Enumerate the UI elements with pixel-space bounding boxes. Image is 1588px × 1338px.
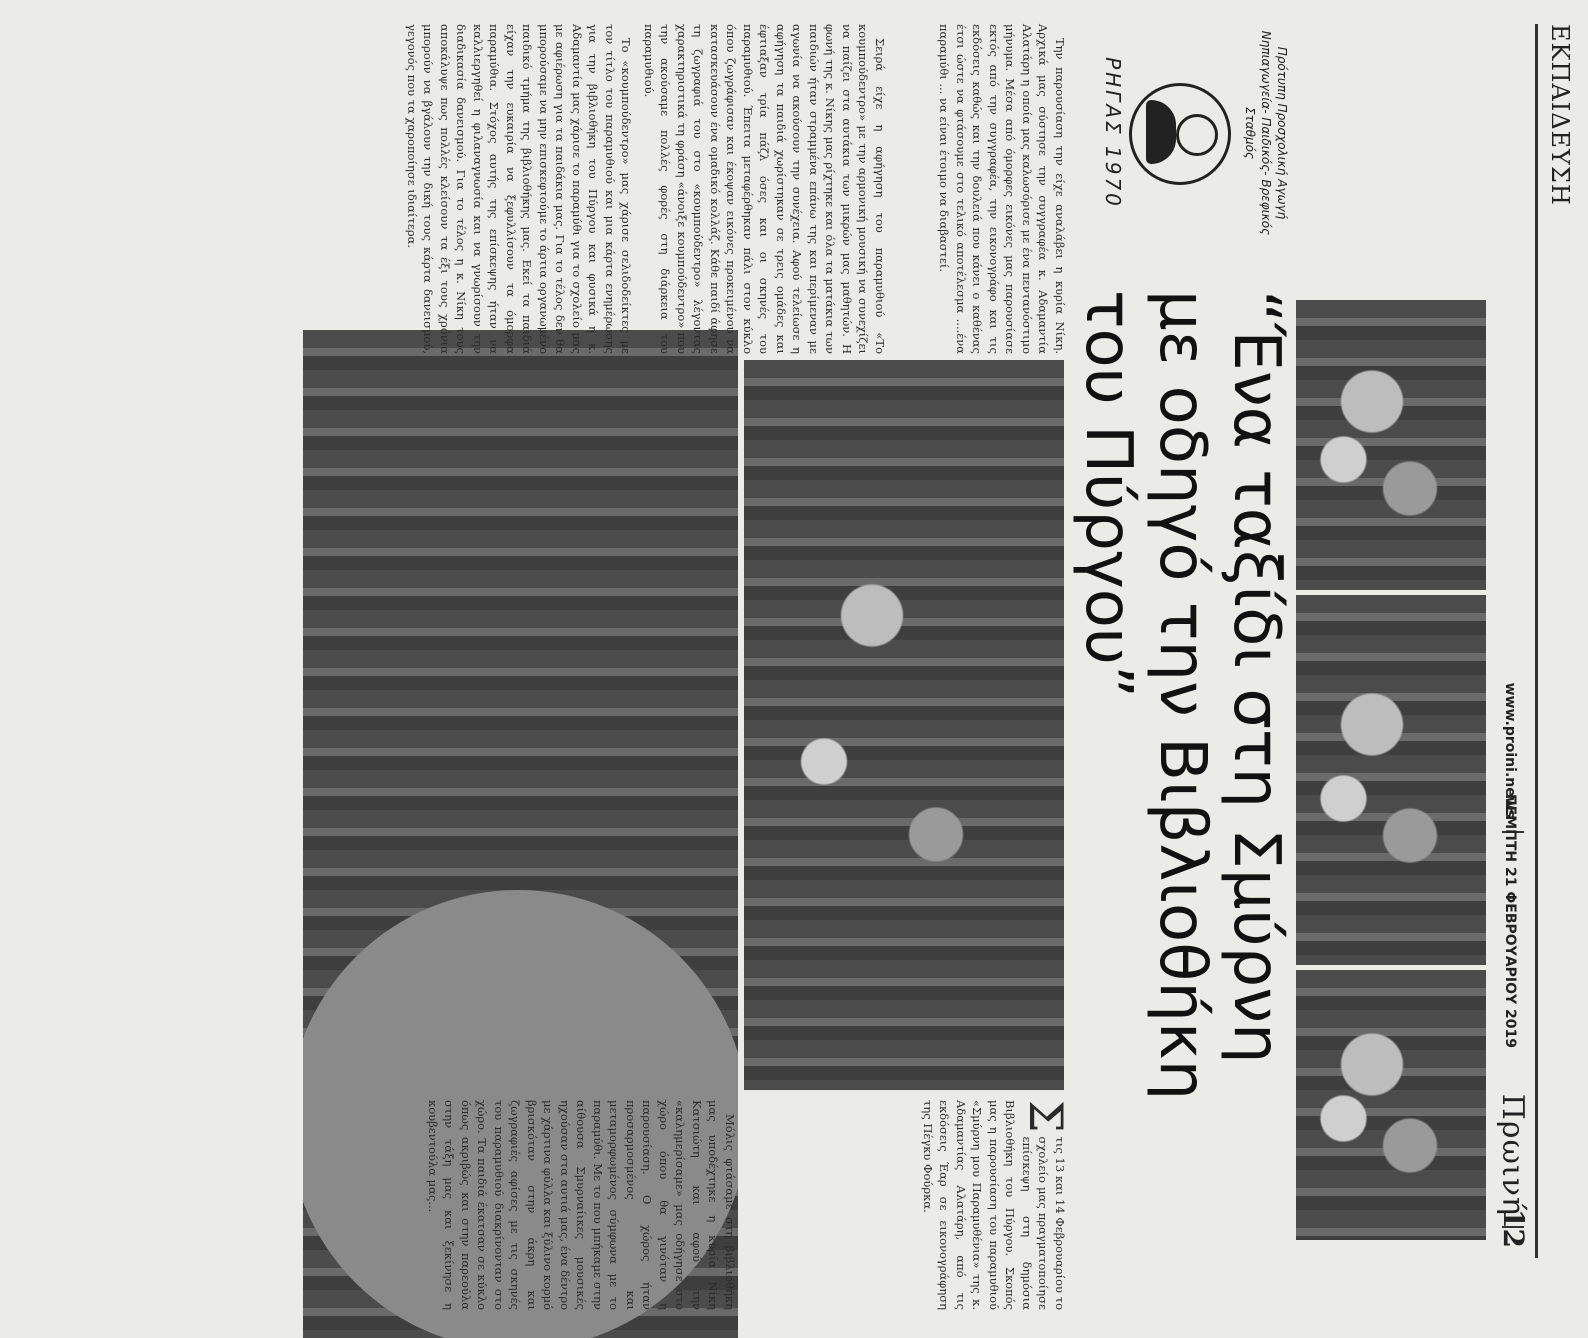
drop-cap: Σ xyxy=(1019,1100,1073,1133)
headline-line: με οδηγό την Βιβλιοθήκη xyxy=(1145,290,1219,1101)
headline-line: “Ένα ταξίδι στη Σμύρνη xyxy=(1219,290,1293,1064)
page-number: 12 xyxy=(1497,1209,1530,1248)
logo-name: ΡΗΓΑΣ 1970 xyxy=(1101,57,1125,209)
photo-children-reading xyxy=(1296,970,1486,1240)
photo-group xyxy=(744,360,1064,1090)
page-header xyxy=(1488,0,1588,1338)
school-logo xyxy=(1083,28,1293,238)
paragraph: Μόλις φτάσαμε στη βιβλιοθήκη μας υποδέχτηκε η κυρία Νίκη Κατσιώτη και αφού την «καλημερίσαμε» μας οδήγησε στο χώρο όπου θα γινόταν η παρουσίαση. Ο χώρος ήταν προσαρμοσμένος και μεταμορφωμένος σύμφωνα με το παραμύθι. Με το που μπήκαμε στην αίθουσα Σμυρναίικες μουσικές ηχούσαν στα αυτιά μας, ένα δέντρο με χάρτινα φύλλα και ξύλινο κορμό βρισκόταν στην άκρη και ζωγραφιές αφίσες με τις σκηνές του παραμυθιού διακρίνονταν στο χώρο. Τα παιδιά έκατσαν σε κύκλο όπως ακριβώς και στην παρεούλα στην τάξη μας και ξεκίνησε η κουβεντούλα μας... xyxy=(426,1100,737,1310)
intro-paragraph: τις 13 και 14 Φεβρουαρίου το σχολείο μας πραγματοποίησε επίσκεψη στη δημόσια Βιβλιοθήκη του Πύργου. Σκοπός μας η παρουσίαση του παραμυθιού «Σμύρνη μου Παραμυθένια» της κ. Αδαμαντίας Αλατάρη, από τις εκδόσεις Έαρ σε εικονογράφηση της Πέγκυ Φούρκα. xyxy=(921,1100,1067,1310)
photo-children-library xyxy=(1296,595,1486,965)
newspaper-name: Πρωινή xyxy=(1495,1093,1530,1216)
article-column-left xyxy=(930,24,1068,354)
website-url: www.proini.news xyxy=(1502,682,1518,818)
paragraph: Το «κουμπούδεντρο» μας χάρισε σελιδοδείκτες με τον τίτλο του παραμυθιού και μια κάρτα ενημέρωσης για την βιβλιοθήκη του Πύργου και φυσικά η κ. Αδαμαντία μας χάρισε το παραμύθι για το σχολείο μας με αφιέρωση για τα παιδάκια μας. Για το τέλος δεν θα μπορούσαμε να μην επισκεφτούμε το άρτια οργανωμένο παιδικό τμήμα της βιβλιοθήκης μας. Εκεί τα παιδιά είχαν την ευκαιρία να ξεφυλλίσουν τα όμορφα παραμύθια. Στόχος αυτής της επίσκεψης ήταν να καλλιεργηθεί η φιλαναγνωσία και να γνωρίσουν την διαδικασία δανεισμού. Για το τέλος η κ. Νίκη τους αποκάλυψε πως πολλές κλείσουν τα έξι τους χρόνια μπορούν να βγάλουν την δική τους κάρτα δανεισμού, γεγονός που τα χαροποίησε ιδιαίτερα. xyxy=(405,24,634,354)
photo-children-playing xyxy=(1296,300,1486,590)
issue-date: ΠΕΜΠΤΗ 21 ΦΕΒΡΟΥΑΡΙΟΥ 2019 xyxy=(1502,793,1518,1048)
header-rule xyxy=(1535,24,1538,1258)
article-headline xyxy=(1063,250,1293,1310)
article-column-right xyxy=(914,1100,1073,1310)
logo-org-line: Πρότυπη Προσχολική Αγωγή xyxy=(1275,46,1289,220)
logo-org-line: Νηπιαγωγεία- Παιδικός- Βρεφικός xyxy=(1259,30,1273,236)
headline-line: του Πύργου” xyxy=(1071,290,1145,699)
article-column-right-lower xyxy=(419,1100,739,1310)
logo-org-line: Σταθμός xyxy=(1243,106,1257,160)
article-column-left-lower xyxy=(398,24,889,354)
logo-emblem-icon xyxy=(1129,83,1231,185)
paragraph: Την παρουσίαση την είχε αναλάβει η κυρία Νίκη. Αρχικά μας σύστησε την συγγραφέα κ. Αδαμαντία Αλατάρη η οποία μας καλωσόρισε με ένα πεντανόστιμο μήνυμα. Μέσα από όμορφες εικόνες μας παρουσίασε εκτός από την συγγραφέα, την εικονογράφο και τις εκδόσεις καθώς και την δουλειά που κάνει ο καθένας έτσι ώστε να φτάσουμε στο τελικό αποτέλεσμα ....ένα παραμύθι ... να είναι έτοιμο να διαβαστεί. xyxy=(937,24,1067,354)
paragraph: Σειρά είχε η αφήγηση του παραμυθιού «Το κουμπούδεντρο» με την αρμονική μουσική να συνεχίζει να παίζει στα αυτάκια των μικρών μας μαθητών. Η φωνή της κ. Νίκης μας ρίχτηκε και όλα τα ματάκια των παιδιών ήταν στραμμένα επάνω της και περίμεναν με αγωνία να ακούσουν την συνέχεια. Αφού τελείωσε η αφήγηση τα παιδιά χωρίστηκαν σε τρεις ομάδες και έφτιαξαν τρία πάζλ όσες και οι σκηνές του παραμυθιού. Έπειτα μεταφέρθηκαν πάλι στον κύκλο όπου ζωγράφισαν και έκοψαν εικόνες προκειμένου να κατασκευάσουν ένα ομαδικό κολλάζ. Κάθε παιδί άφησε τη ζωγραφιά του στο «κουμπούδεντρο» λέγοντας χαρακτηριστικά τη φράση «άνοιξε κουμπούδεντρο» που την ακούσαμε πολλές φορές στη διάρκεια του παραμυθιού. xyxy=(642,24,887,354)
section-title: ΕΚΠΑΙΔΕΥΣΗ xyxy=(1546,24,1574,206)
